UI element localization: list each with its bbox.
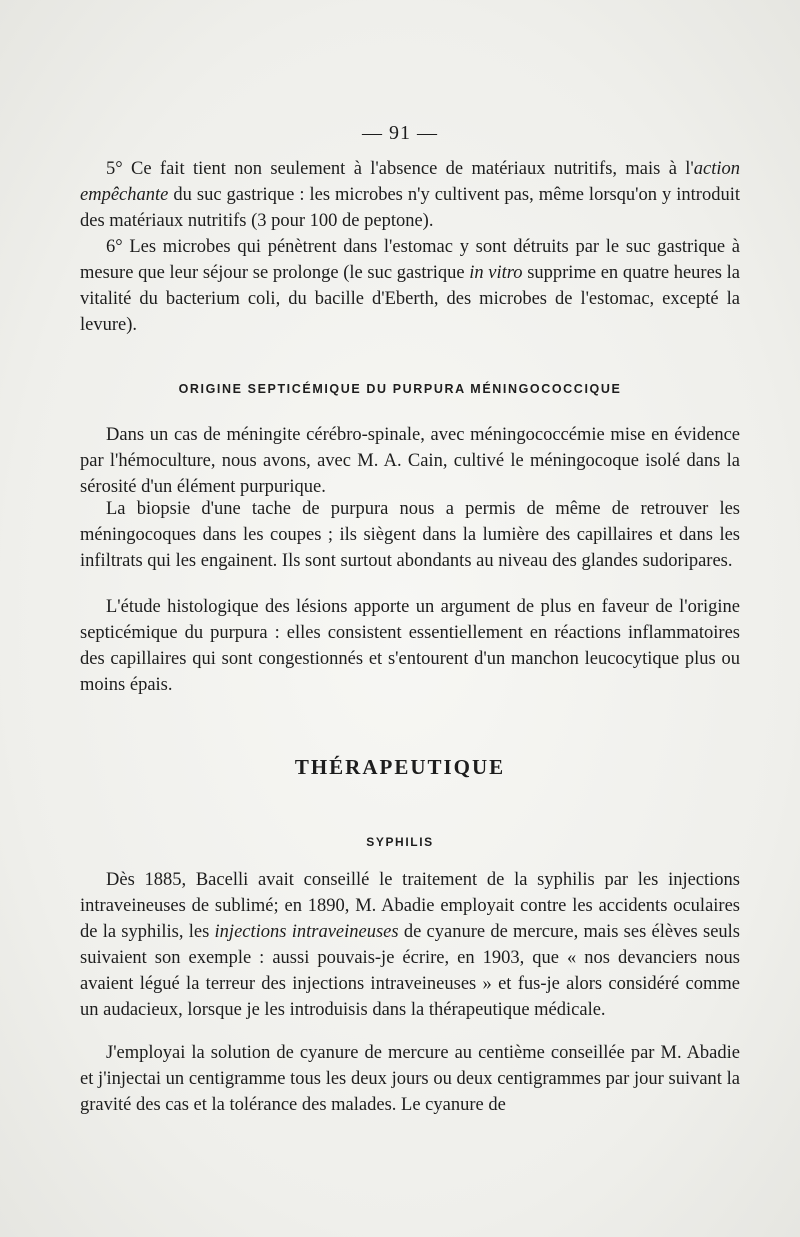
paragraph-origine-3: L'étude histologique des lésions apporte un argument de plus en faveur de l'origine septicémique du purpura : elles consistent essentiellement en réactions inflammatoires des capillaires qui sont congestionnés et s'entourent d'un manchon leucocytique plus ou moins épais. (80, 597, 740, 695)
page-number: — 91 — (362, 122, 438, 144)
syphilis-text-a: Dès 1885, Bacelli avait conseillé le traitement de la syphilis par les injections intraveineuses de sublimé; en 1890, M. Abadie employait contre les accidents oculaires de la syphilis, les (80, 870, 740, 942)
paragraph-item-6 (80, 234, 740, 338)
item6-text-b: supprime en quatre heures la vitalité du bacterium coli, du bacille d'Eberth, des microbes de l'estomac, excepté la levure). (80, 263, 741, 335)
item6-emphasis: in vitro (469, 263, 523, 283)
item5-text-b: du suc gastrique : les microbes n'y cultivent pas, même lorsqu'on y introduit des matériaux nutritifs (3 pour 100 de peptone). (80, 185, 740, 231)
paragraph-item-5 (80, 156, 740, 234)
paragraph-origine-1: Dans un cas de méningite cérébro-spinale, avec méningococcémie mise en évidence par l'hémoculture, nous avons, avec M. A. Cain, cultivé le méningocoque isolé dans la sérosité d'un élément purpurique. (80, 425, 740, 497)
section-heading-origine: ORIGINE SEPTICÉMIQUE DU PURPURA MÉNINGOCOCCIQUE (178, 382, 622, 396)
syphilis-text-b: de cyanure de mercure, mais ses élèves seuls suivaient son exemple : aussi pouvais-je écrire, en 1903, que « nos devanciers nous avaient légué la terreur des injections intraveineuses » et fus-je alors considéré comme un audacieux, lorsque je les introduisis dans la thérapeutique médicale. (80, 922, 741, 1020)
paragraph-origine-2: La biopsie d'une tache de purpura nous a permis de même de retrouver les méningocoques dans les coupes ; ils siègent dans la lumière des capillaires et dans les infiltrats qui les engainent. Ils sont surtout abondants au niveau des glandes sudoripares. (80, 499, 740, 571)
chapter-title: THÉRAPEUTIQUE (294, 755, 506, 779)
syphilis-emphasis: injections intraveineuses (214, 922, 399, 942)
paragraph-syphilis-2: J'employai la solution de cyanure de mercure au centième conseillée par M. Abadie et j'injectai un centigramme tous les deux jours ou deux centigrammes par jour suivant la gravité des cas et la tolérance des malades. Le cyanure de (80, 1043, 740, 1115)
sub-heading-syphilis: SYPHILIS (366, 835, 434, 849)
paragraph-syphilis-1 (80, 867, 740, 1023)
item5-text-a: 5° Ce fait tient non seulement à l'absence de matériaux nutritifs, mais à l' (106, 159, 694, 179)
item6-text-a: 6° Les microbes qui pénètrent dans l'estomac y sont détruits par le suc gastrique à mesure que leur séjour se prolonge (le suc gastrique (80, 237, 740, 283)
item5-emphasis: action empêchante (80, 159, 740, 205)
